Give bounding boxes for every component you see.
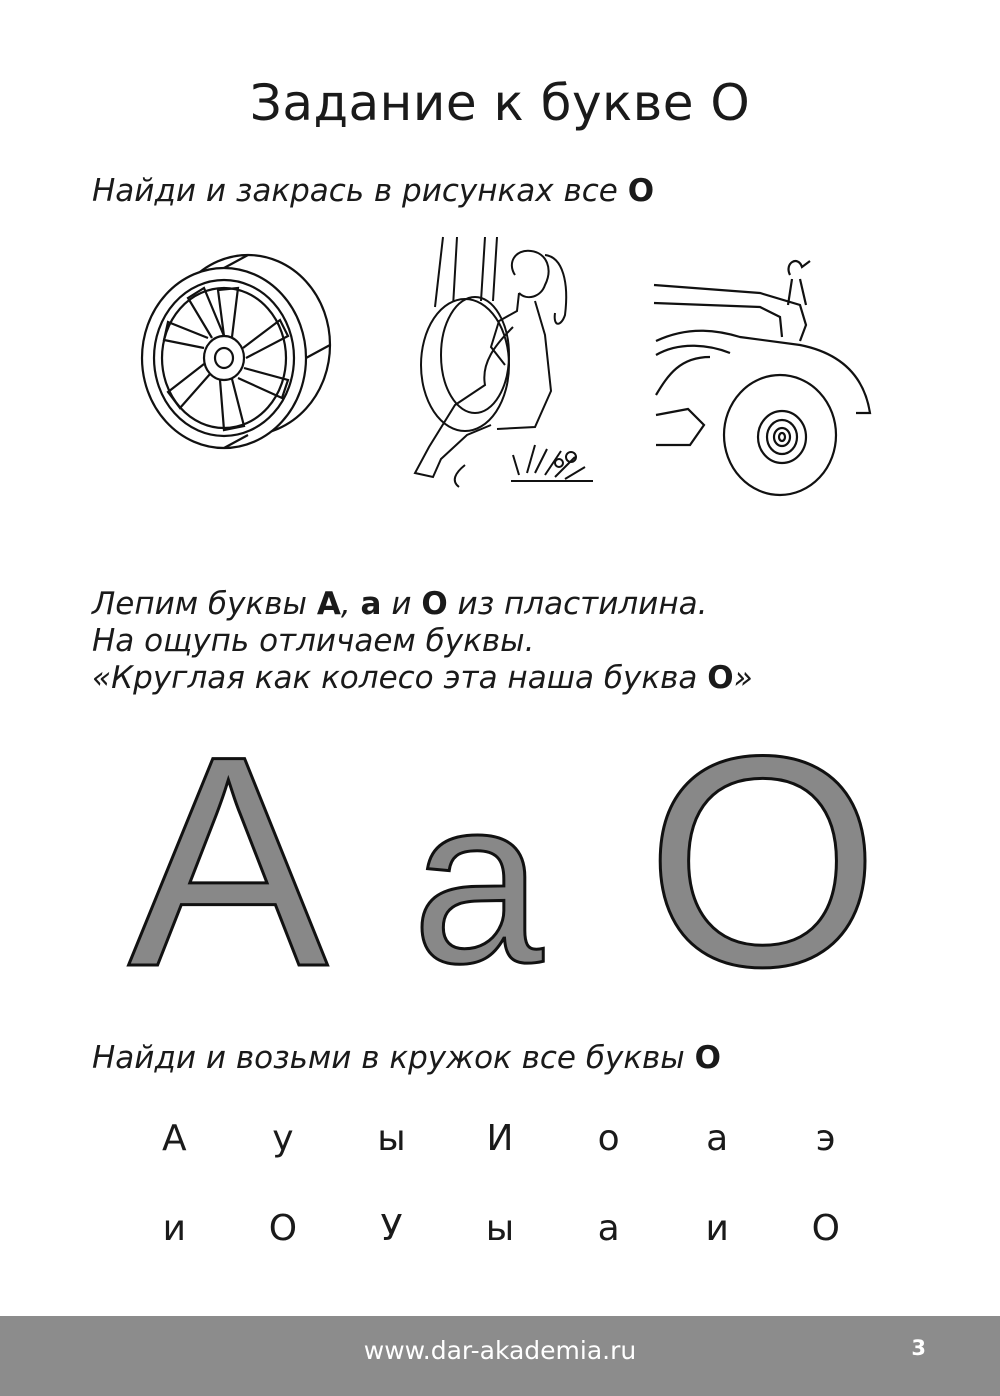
sculpt-text-3: из пластилина. <box>447 586 708 622</box>
task-sculpt-line2: На ощупь отличаем буквы. <box>92 623 535 659</box>
wheel-illustration <box>140 230 340 470</box>
grid-letter[interactable]: О <box>811 1208 840 1249</box>
grid-letter[interactable]: У <box>380 1208 403 1249</box>
task-sculpt-line1 <box>92 586 753 623</box>
grid-letter[interactable]: у <box>272 1118 294 1159</box>
sculpt-separator: , <box>340 586 361 622</box>
sculpt-text-2: и <box>381 586 422 622</box>
letter-grid <box>120 1118 880 1298</box>
sculpt-letter-3: О <box>421 586 448 622</box>
task-circle-instruction <box>92 1040 721 1077</box>
sculpt-text-1: Лепим буквы <box>92 586 317 622</box>
sculpt-quote-letter: О <box>707 660 734 696</box>
grid-letter[interactable]: А <box>161 1118 187 1159</box>
task-sculpt-line3 <box>92 660 753 697</box>
task-color-letter: О <box>627 173 655 209</box>
task-color-text: Найди и закрась в рисунках все <box>92 173 628 209</box>
big-letters <box>120 693 880 1029</box>
footer-bar <box>0 1316 1000 1396</box>
grid-letter[interactable]: а <box>706 1118 729 1159</box>
grid-letter[interactable]: а <box>597 1208 620 1249</box>
big-letter-a: а <box>412 749 544 1013</box>
letter-row-2 <box>120 1208 880 1298</box>
car-illustration <box>650 245 880 500</box>
grid-letter[interactable]: э <box>815 1118 836 1159</box>
big-letter-A: А <box>128 693 329 1029</box>
task-sculpt-instruction <box>92 586 753 697</box>
sculpt-letter-1: А <box>316 586 341 622</box>
big-letter-O: О <box>646 693 880 1029</box>
sculpt-quote-end: » <box>733 660 753 696</box>
task-circle-letter: О <box>694 1040 721 1076</box>
grid-letter[interactable]: И <box>486 1118 514 1159</box>
page-title: Задание к букве О <box>249 74 751 132</box>
grid-letter[interactable]: О <box>268 1208 298 1249</box>
girl-swing-illustration <box>395 235 605 500</box>
website-link[interactable]: www.dar-akademia.ru <box>363 1336 637 1365</box>
illustrations <box>140 230 880 505</box>
grid-letter[interactable]: ы <box>485 1208 515 1249</box>
grid-letter[interactable]: о <box>597 1118 620 1159</box>
grid-letter[interactable]: и <box>705 1208 729 1249</box>
page-number: 3 <box>911 1336 926 1360</box>
grid-letter[interactable]: и <box>162 1208 186 1249</box>
letter-row-1 <box>120 1118 880 1208</box>
task-circle-text: Найди и возьми в кружок все буквы <box>92 1040 695 1076</box>
sculpt-quote-text: «Круглая как колесо эта наша буква <box>92 660 708 696</box>
sculpt-letter-2: а <box>360 586 382 622</box>
grid-letter[interactable]: ы <box>377 1118 406 1159</box>
task-color-instruction <box>92 173 654 210</box>
